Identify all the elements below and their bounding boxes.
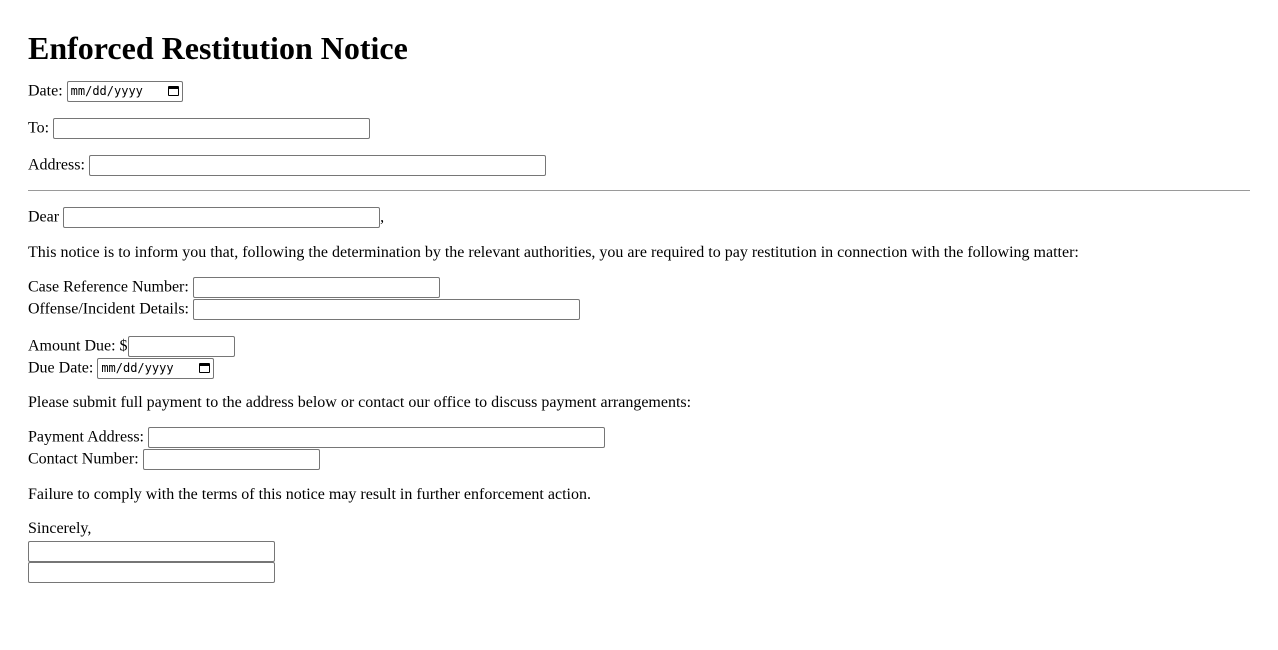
contact-row [28, 448, 1250, 470]
address-input[interactable] [89, 155, 546, 176]
to-input[interactable] [53, 118, 370, 139]
salutation-comma: , [380, 208, 385, 226]
contact-label: Contact Number: [28, 450, 139, 468]
payment-instructions: Please submit full payment to the address below or contact our office to discuss payment arrangements: [28, 394, 692, 411]
due-date-label: Due Date: [28, 359, 94, 377]
page-title: Enforced Restitution Notice [28, 30, 408, 66]
dear-label: Dear [28, 208, 60, 226]
offense-row [28, 298, 1250, 320]
date-label: Date: [28, 82, 63, 100]
offense-input[interactable] [193, 299, 580, 320]
due-date-row [28, 357, 1250, 379]
date-placeholder: mm/dd/yyyy [70, 83, 143, 98]
salutation-row [28, 206, 1250, 228]
to-row [28, 117, 1250, 139]
case-ref-row [28, 276, 1250, 298]
offense-label: Offense/Incident Details: [28, 300, 189, 318]
payment-address-row [28, 426, 1250, 448]
amount-row [28, 335, 1250, 357]
recipient-name-input[interactable] [63, 207, 380, 228]
signature-name-row [28, 540, 1250, 561]
calendar-icon[interactable] [199, 363, 210, 373]
signature-title-input[interactable] [28, 562, 275, 583]
signature-title-row [28, 561, 1250, 582]
intro-paragraph: This notice is to inform you that, following the determination by the relevant authorities, you are required to pay restitution in connection with the following matter: [28, 244, 1079, 261]
address-row [28, 154, 1250, 176]
amount-input[interactable] [128, 336, 235, 357]
case-ref-label: Case Reference Number: [28, 278, 189, 296]
due-date-placeholder: mm/dd/yyyy [101, 360, 174, 375]
address-label: Address: [28, 156, 85, 174]
warning-paragraph: Failure to comply with the terms of this notice may result in further enforcement action. [28, 486, 591, 503]
payment-address-label: Payment Address: [28, 428, 144, 446]
payment-address-input[interactable] [148, 427, 605, 448]
calendar-icon[interactable] [168, 86, 179, 96]
due-date-input[interactable] [97, 358, 214, 379]
contact-number-input[interactable] [143, 449, 320, 470]
signature-name-input[interactable] [28, 541, 275, 562]
date-row [28, 80, 1250, 102]
closing-sincerely: Sincerely, [28, 520, 92, 537]
to-label: To: [28, 119, 50, 137]
date-input[interactable] [67, 81, 183, 102]
amount-label: Amount Due: $ [28, 337, 128, 355]
case-ref-input[interactable] [193, 277, 440, 298]
